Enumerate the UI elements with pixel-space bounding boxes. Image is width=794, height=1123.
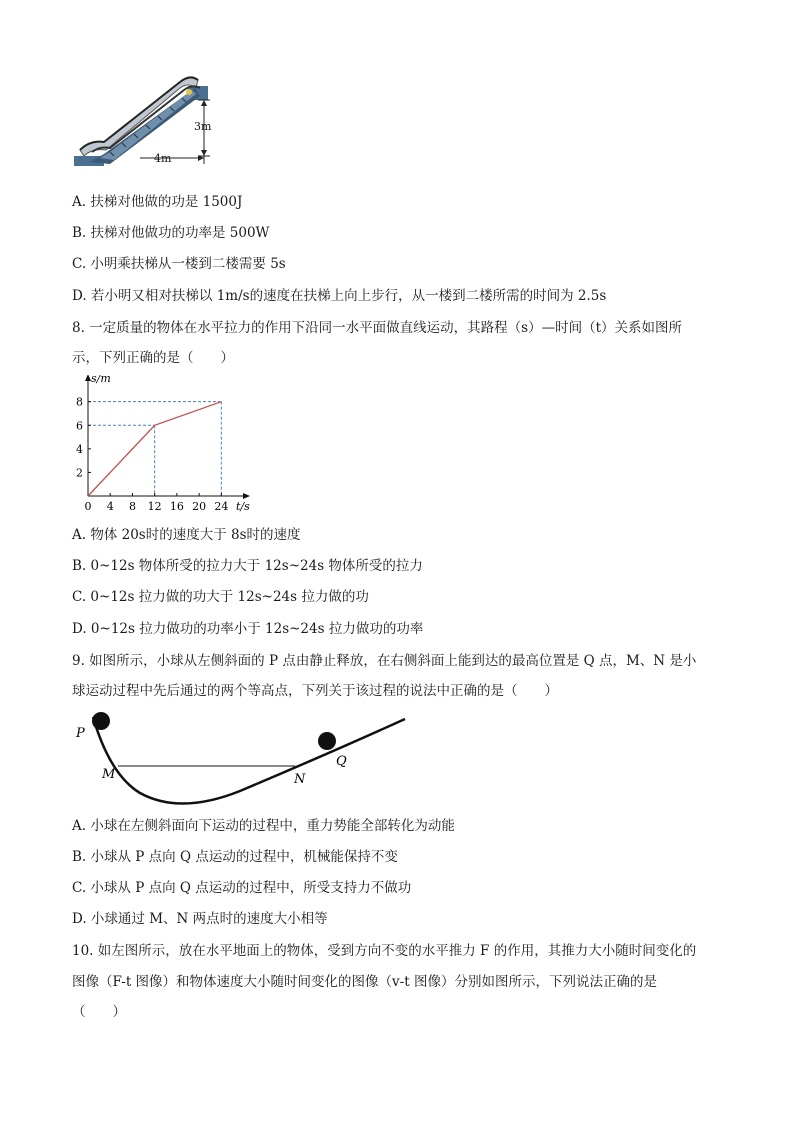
q8-option-a: A. 物体 20s时的速度大于 8s时的速度 (72, 527, 301, 543)
q9-option-d: D. 小球通过 M、N 两点时的速度大小相等 (72, 911, 328, 927)
x-tick-label: 16 (169, 500, 184, 513)
label-m: M (102, 767, 116, 782)
q8-option-c: C. 0~12s 拉力做的功大于 12s~24s 拉力做的功 (72, 589, 369, 605)
x-axis-label: t/s (236, 500, 250, 513)
y-tick-label: 2 (76, 466, 83, 480)
label-p: P (76, 726, 85, 741)
height-label: 3m (194, 120, 212, 133)
q7-option-a: A. 扶梯对他做的功是 1500J (72, 194, 243, 210)
q9-option-b: B. 小球从 P 点向 Q 点运动的过程中，机械能保持不变 (72, 849, 398, 865)
x-tick-label: 12 (147, 500, 162, 513)
y-axis-label: s/m (91, 375, 111, 385)
x-tick-label: 0 (84, 500, 92, 513)
ball-q-icon (318, 732, 336, 750)
q9-stem-line1: 9. 如图所示，小球从左侧斜面的 P 点由静止释放，在右侧斜面上能到达的最高位置是 Q 点，M、N 是小 (72, 653, 697, 669)
x-tick-label: 24 (214, 500, 229, 513)
y-tick-label: 8 (76, 395, 83, 409)
q8-option-d: D. 0~12s 拉力做功的功率小于 12s~24s 拉力做功的功率 (72, 621, 424, 637)
q8-stem-line2: 示，下列正确的是（ ） (72, 350, 234, 366)
q9-option-a: A. 小球在左侧斜面向下运动的过程中，重力势能全部转化为动能 (72, 818, 455, 834)
y-tick-label: 6 (76, 419, 83, 433)
q9-stem-line2: 球运动过程中先后通过的两个等高点，下列关于该过程的说法中正确的是（ ） (72, 683, 558, 699)
length-label: 4m (154, 152, 172, 165)
label-q: Q (336, 754, 347, 769)
q7-option-d: D. 若小明又相对扶梯以 1m/s的速度在扶梯上向上步行，从一楼到二楼所需的时间为 2.5s (72, 288, 607, 304)
x-tick-label: 8 (128, 500, 136, 513)
x-axis-arrow-icon (243, 493, 250, 499)
y-tick-label: 4 (76, 442, 83, 456)
q10-stem-line3: （ ） (72, 1004, 126, 1020)
label-n: N (294, 772, 306, 787)
q10-stem-line2: 图像（F-t 图像）和物体速度大小随时间变化的图像（v-t 图像）分别如图所示，下列说法正确的是 (72, 974, 657, 990)
q10-stem-line1: 10. 如左图所示，放在水平地面上的物体，受到方向不变的水平推力 F 的作用，其推力大小随时间变化的 (72, 943, 697, 959)
x-tick-label: 4 (106, 500, 114, 513)
q9-option-c: C. 小球从 P 点向 Q 点运动的过程中，所受支持力不做功 (72, 880, 412, 896)
q8-stem-line1: 8. 一定质量的物体在水平拉力的作用下沿同一水平面做直线运动，其路程（s）—时间（t）关系如图所 (72, 320, 683, 336)
s-t-graph (68, 375, 258, 517)
track-figure (70, 705, 415, 810)
q8-option-b: B. 0~12s 物体所受的拉力大于 12s~24s 物体所受的拉力 (72, 558, 423, 574)
q7-option-b: B. 扶梯对他做功的功率是 500W (72, 225, 270, 241)
escalator-figure (70, 70, 220, 175)
q7-option-c: C. 小明乘扶梯从一楼到二楼需要 5s (72, 256, 286, 272)
x-tick-label: 20 (192, 500, 207, 513)
ball-p-icon (92, 712, 110, 730)
